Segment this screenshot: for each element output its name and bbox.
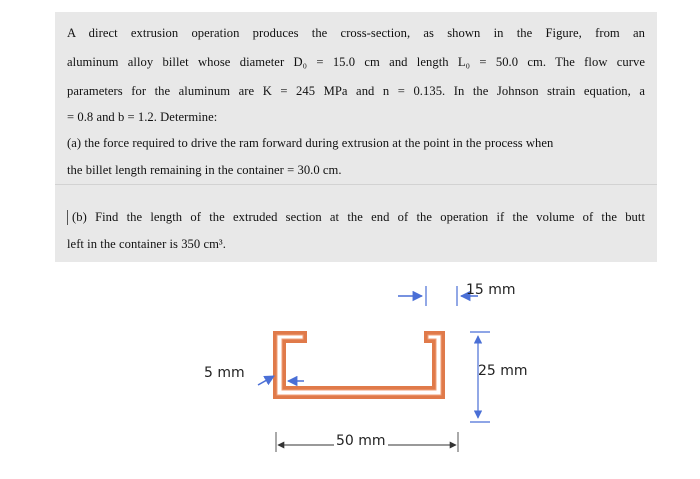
dim-bottom-label: 50 mm xyxy=(336,433,386,449)
problem-line-3: parameters for the aluminum are K = 245 MPa and n = 0.135. In the Johnson strain equation, a xyxy=(67,84,645,98)
channel-shape xyxy=(275,333,443,397)
problem-line-1: A direct extrusion operation produces the cross-section, as shown in the Figure, from an xyxy=(67,26,645,40)
dim-left-label: 5 mm xyxy=(204,365,245,381)
cross-section-figure xyxy=(0,262,700,474)
problem-line-8: left in the container is 350 cm³. xyxy=(67,237,226,251)
problem-line-6: the billet length remaining in the container = 30.0 cm. xyxy=(67,163,342,177)
problem-line-7: (b) Find the length of the extruded section at the end of the operation if the volume of the butt xyxy=(72,210,645,224)
dim-top-label: 15 mm xyxy=(466,282,516,298)
text-cursor xyxy=(67,210,68,225)
problem-text-panel xyxy=(55,12,657,262)
problem-line-5: (a) the force required to drive the ram forward during extrusion at the point in the process when xyxy=(67,136,554,150)
dim-right-label: 25 mm xyxy=(478,363,528,379)
problem-line-2: aluminum alloy billet whose diameter D₀ = 15.0 cm and length L₀ = 50.0 cm. The flow curve xyxy=(67,55,645,69)
section-divider xyxy=(55,184,657,185)
problem-line-4: = 0.8 and b = 1.2. Determine: xyxy=(67,110,218,124)
dim-left-arrow-in xyxy=(258,376,274,385)
